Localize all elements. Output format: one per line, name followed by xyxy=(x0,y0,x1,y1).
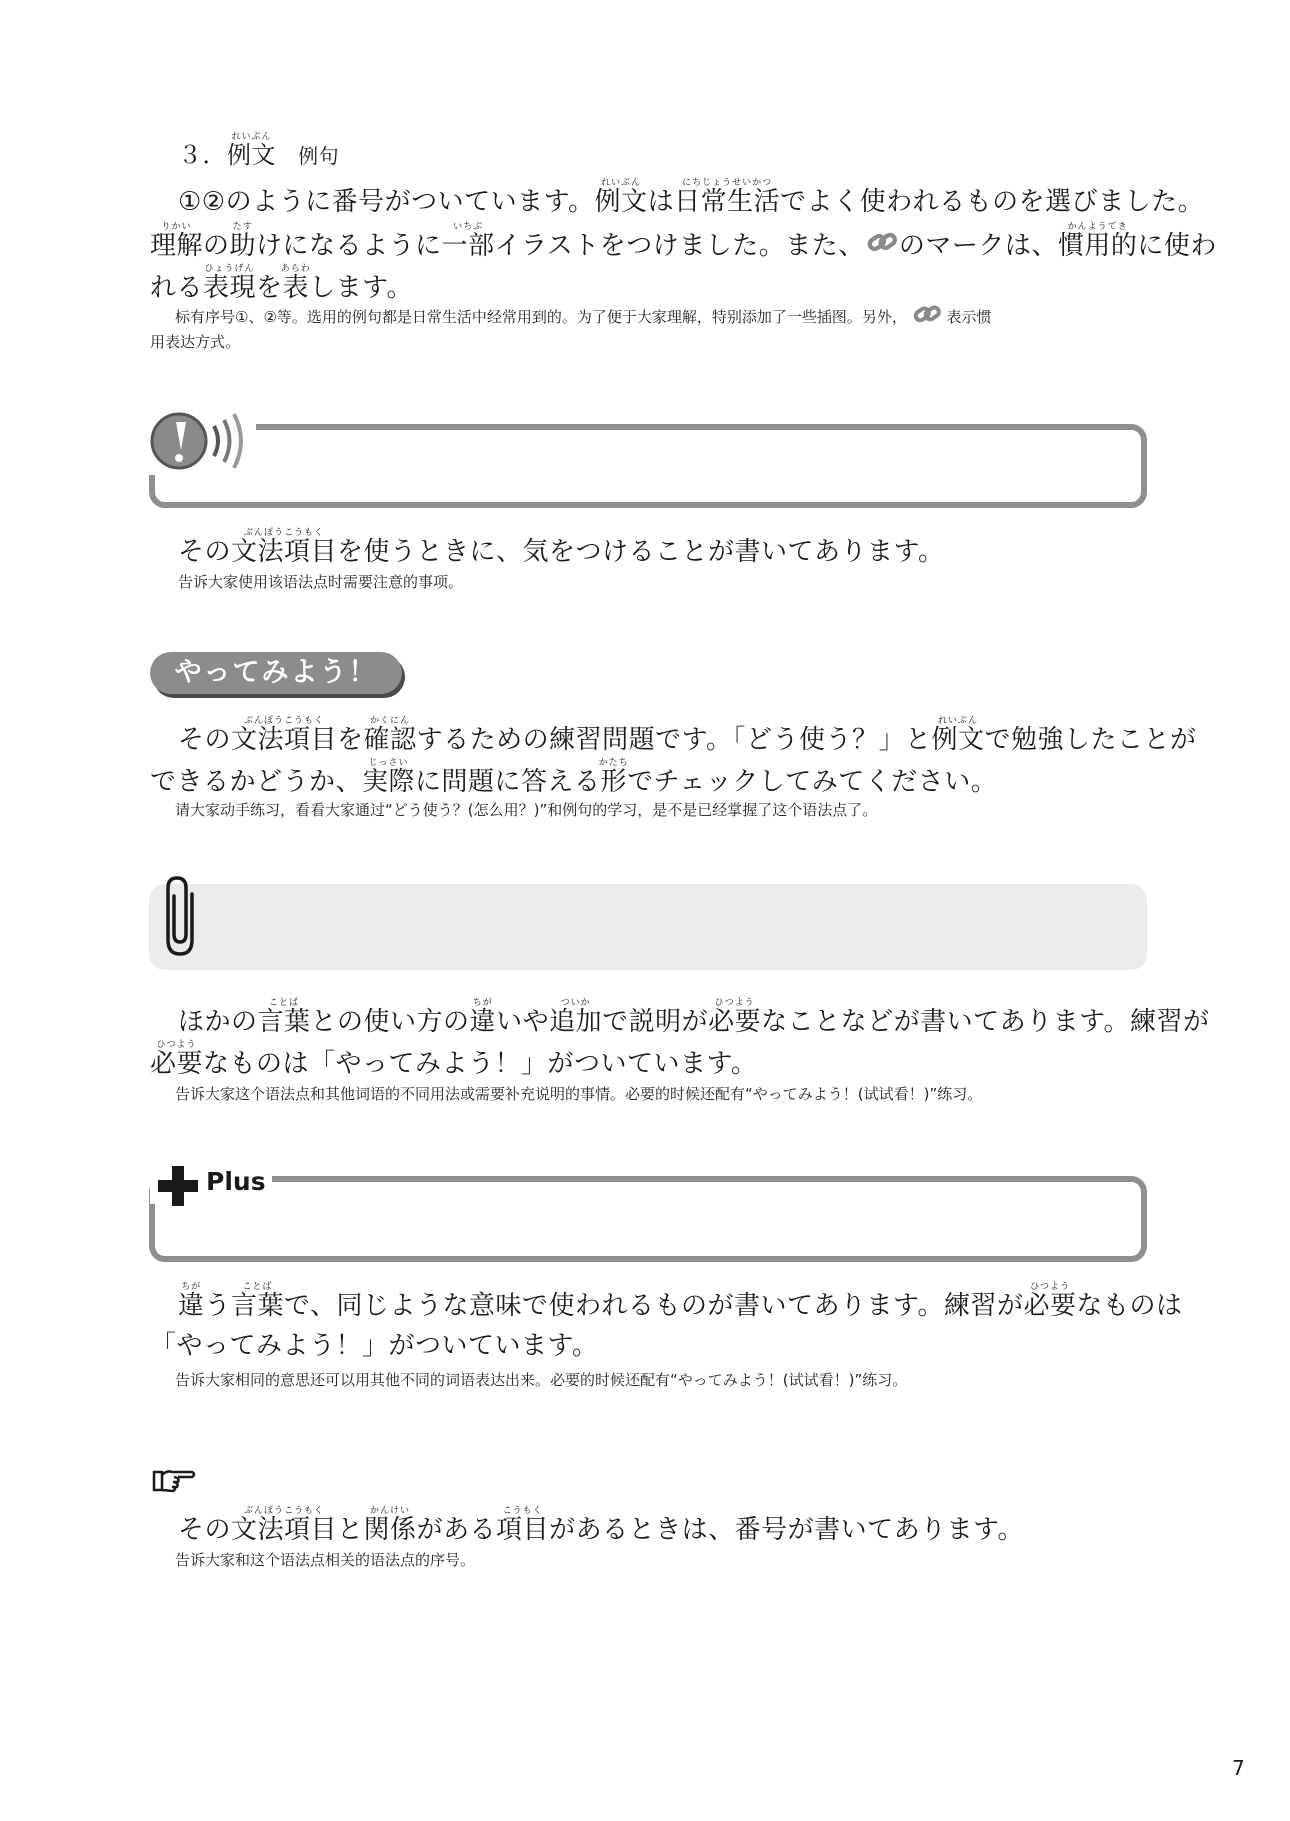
heading-cn: 例句 xyxy=(298,144,340,168)
ruby-word: 追加ついか xyxy=(549,998,603,1037)
section3-cn-line-2: 用表达方式。 xyxy=(150,333,241,351)
paperclip-icon xyxy=(162,874,202,964)
plus-label: Plus xyxy=(206,1167,266,1196)
text-run: で、同じような意味で使われるものが書いてあります。練習が xyxy=(284,1291,1024,1321)
text-run: その xyxy=(178,725,232,755)
ruby-word: 慣用的かんようてき xyxy=(1057,222,1138,261)
text-run: のマークは、 xyxy=(898,231,1058,261)
text-run: れる xyxy=(150,273,204,303)
text-run: できるかどうか、 xyxy=(150,767,363,797)
text-run: その xyxy=(178,1515,232,1545)
section3-cn-line-1 xyxy=(175,302,991,333)
text-run: があるときは、番号が書いてあります。 xyxy=(549,1515,1025,1545)
ruby-word: 実際じっさい xyxy=(362,758,416,797)
section3-line-2 xyxy=(150,222,1217,267)
text-run: するための練習問題です。「どう使う？」と xyxy=(416,725,932,755)
reference-cn: 告诉大家和这个语法点相关的语法点的序号。 xyxy=(175,1551,476,1569)
section3-cn-text-end: 表示惯 xyxy=(946,308,992,326)
ruby-word: 文法項目ぶんぽうこうもく xyxy=(231,716,338,755)
attention-cn: 告诉大家使用该语法点时需要注意的事项。 xyxy=(178,573,464,591)
ruby-word: 確認かくにん xyxy=(363,716,417,755)
link-icon xyxy=(865,227,899,267)
text-run: と xyxy=(337,1515,364,1545)
text-run: との使い方の xyxy=(310,1007,470,1037)
ruby-word: 例文れいぶん xyxy=(594,178,648,217)
pointing-hand-icon xyxy=(150,1466,198,1498)
ruby-word: 文法項目ぶんぽうこうもく xyxy=(231,1506,338,1545)
section-heading xyxy=(178,132,339,176)
plus-frame xyxy=(149,1176,1147,1262)
yattemiyou-cn: 请大家动手练习，看看大家通过“どう使う？(怎么用？)”和例句的学习，是不是已经掌握了这个语法点了。 xyxy=(175,801,878,819)
ruby-word: 項目こうもく xyxy=(496,1506,550,1545)
ruby-word: 一部いちぶ xyxy=(441,222,495,261)
ruby-word: 違ちが xyxy=(469,998,497,1037)
attention-frame xyxy=(149,424,1147,508)
ruby-word: 言葉ことば xyxy=(231,1282,285,1321)
text-run: なものは「やってみよう！」がついています。 xyxy=(203,1049,758,1079)
exclamation-sound-icon xyxy=(150,410,256,476)
text-run: その xyxy=(178,537,232,567)
ruby-word: 日常生活にちじょうせいかつ xyxy=(674,178,781,217)
link-icon xyxy=(912,302,942,333)
ruby-word: 言葉ことば xyxy=(257,998,311,1037)
plus-line-2 xyxy=(150,1326,598,1366)
heading-number: ３． xyxy=(178,141,227,169)
text-run: ①②のように番号がついています。 xyxy=(178,187,595,217)
ruby-word: 表あらわ xyxy=(280,264,311,303)
ruby-word: 関係かんけい xyxy=(363,1506,417,1545)
text-run: は xyxy=(647,187,675,217)
ruby-word: 必要ひつよう xyxy=(150,1040,204,1079)
ruby-word: 理解りかい xyxy=(150,222,204,261)
ruby-word: 助たす xyxy=(229,222,257,261)
plus-cn: 告诉大家相同的意思还可以用其他不同的词语表达出来。必要的时候还配有“やってみよう！(试试看！)”练习。 xyxy=(175,1371,908,1389)
plus-cross-icon xyxy=(158,1166,198,1210)
clip-line-2 xyxy=(150,1040,757,1084)
ruby-word: 必要ひつよう xyxy=(1023,1282,1077,1321)
text-run: イラストをつけました。また、 xyxy=(494,231,865,261)
text-run: いや xyxy=(496,1007,550,1037)
ruby-word: 形かたち xyxy=(598,758,629,797)
clip-line-1 xyxy=(178,998,1210,1042)
text-run: でよく使われるものを選びました。 xyxy=(780,187,1205,217)
plus-line-1 xyxy=(178,1282,1182,1326)
clip-box xyxy=(149,884,1147,970)
text-run: なことなどが書いてあります。練習が xyxy=(761,1007,1210,1037)
ruby-word: 違ちが xyxy=(178,1282,205,1321)
ruby-word: 必要ひつよう xyxy=(708,998,762,1037)
yattemiyou-badge: やってみよう！ xyxy=(150,652,402,694)
reference-line-1 xyxy=(178,1506,1024,1550)
text-run: なものは xyxy=(1076,1291,1183,1321)
attention-line-1 xyxy=(178,528,944,572)
ruby-word: 表現ひょうげん xyxy=(203,264,257,303)
text-run: を使うときに、気をつけることが書いてあります。 xyxy=(337,537,945,567)
text-run: を xyxy=(337,725,364,755)
plus-badge xyxy=(150,1160,272,1204)
yattemiyou-line-1 xyxy=(178,716,1197,760)
yattemiyou-line-2 xyxy=(150,758,997,802)
ruby-word: 例文れいぶん xyxy=(931,716,985,755)
text-run: でチェックしてみてください。 xyxy=(627,767,998,797)
section3-cn-text: 标有序号①、②等。选用的例句都是日常生活中经常用到的。为了便于大家理解，特别添加了一些插图。另外， xyxy=(175,308,907,326)
section3-line-1 xyxy=(178,178,1204,222)
text-run: します。 xyxy=(309,273,413,303)
heading-ruby: 例文れいぶん xyxy=(227,132,276,169)
text-run: の xyxy=(203,231,230,261)
text-run: 「やってみよう！」がついています。 xyxy=(150,1331,599,1361)
clip-cn: 告诉大家这个语法点和其他词语的不同用法或需要补充说明的事情。必要的时候还配有“やってみよう！(试试看！)”练习。 xyxy=(175,1085,983,1103)
text-run: がある xyxy=(416,1515,497,1545)
text-run: けになるように xyxy=(256,231,442,261)
text-run: を xyxy=(256,273,283,303)
text-run: に問題に答える xyxy=(415,767,601,797)
text-run: ほかの xyxy=(178,1007,258,1037)
text-run: に使わ xyxy=(1137,231,1217,261)
ruby-word: 文法項目ぶんぽうこうもく xyxy=(231,528,338,567)
text-run: で説明が xyxy=(602,1007,709,1037)
text-run: う xyxy=(204,1291,232,1321)
page-number: 7 xyxy=(1232,1756,1245,1780)
text-run: で勉強したことが xyxy=(984,725,1197,755)
